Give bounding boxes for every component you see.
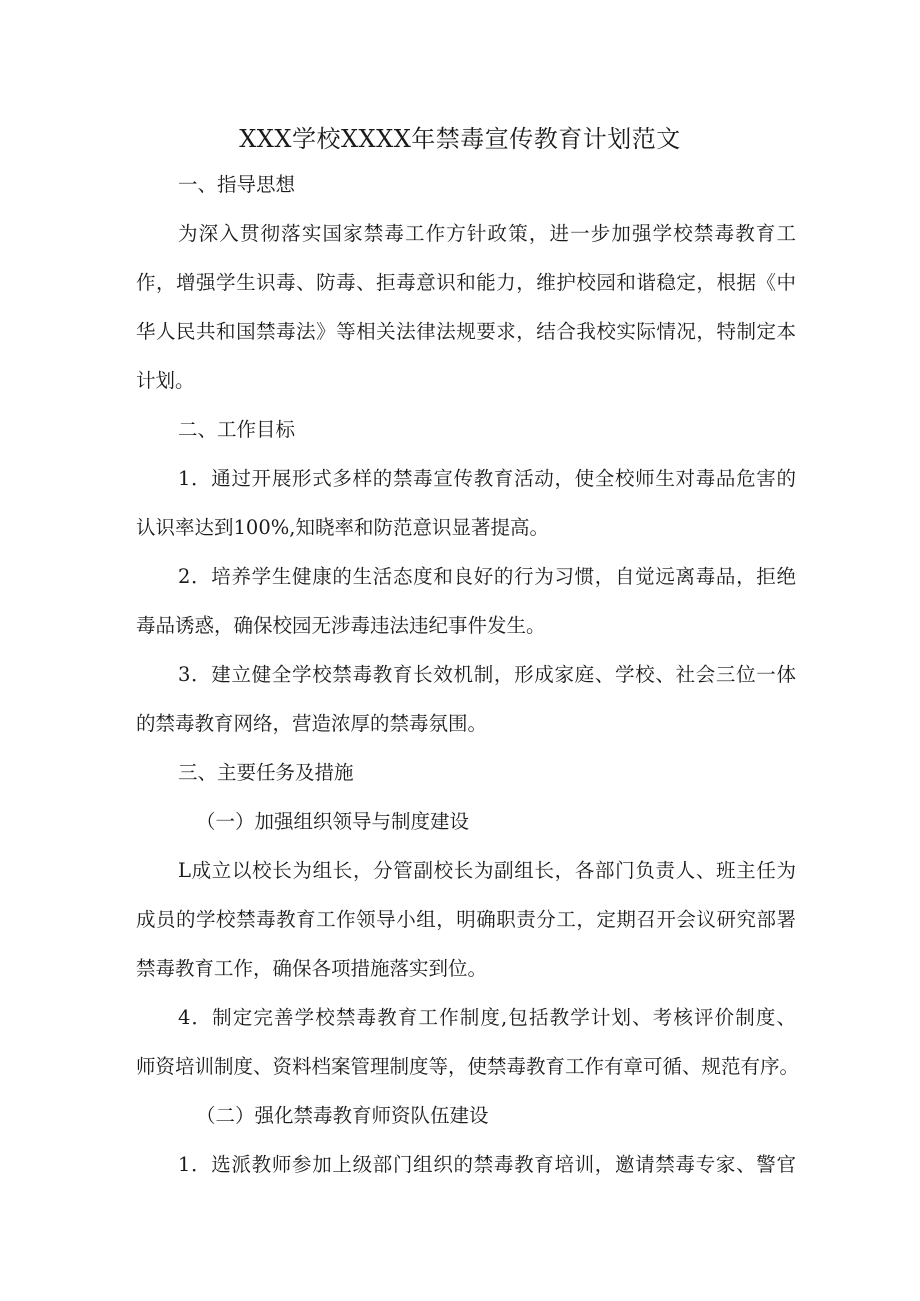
- list-item-line: 3．建立健全学校禁毒教育长效机制，形成家庭、学校、社会三位一体: [178, 663, 796, 686]
- list-item-line: 4．制定完善学校禁毒教育工作制度,包括教学计划、考核评价制度、: [178, 1006, 796, 1029]
- list-item-line: 毒品诱惑，确保校园无涉毒违法违纪事件发生。: [136, 614, 546, 637]
- paragraph-line: 计划。: [136, 369, 195, 392]
- list-item-line: 成员的学校禁毒教育工作领导小组，明确职责分工，定期召开会议研究部署: [136, 908, 796, 931]
- list-item-line: L成立以校长为组长，分管副校长为副组长，各部门负责人、班主任为: [178, 859, 796, 882]
- subsection-heading-2: （二）强化禁毒教育师资队伍建设: [196, 1104, 489, 1127]
- paragraph-line: 华人民共和国禁毒法》等相关法律法规要求，结合我校实际情况，特制定本: [136, 320, 796, 343]
- list-item-line: 的禁毒教育网络，营造浓厚的禁毒氛围。: [136, 712, 488, 735]
- paragraph-line: 作，增强学生识毒、防毒、拒毒意识和能力，维护校园和谐稳定，根据《中: [136, 271, 796, 294]
- list-item-line: 禁毒教育工作，确保各项措施落实到位。: [136, 957, 488, 980]
- subsection-heading-1: （一）加强组织领导与制度建设: [196, 810, 470, 833]
- paragraph-line: 为深入贯彻落实国家禁毒工作方针政策，进一步加强学校禁毒教育工: [178, 222, 796, 245]
- section-heading-1: 一、指导思想: [178, 173, 296, 196]
- list-item-line: 2．培养学生健康的生活态度和良好的行为习惯，自觉远离毒品，拒绝: [178, 565, 796, 588]
- section-heading-2: 二、工作目标: [178, 418, 296, 441]
- document-title: XXX学校XXXX年禁毒宣传教育计划范文: [239, 125, 681, 153]
- list-item-line: 1．选派教师参加上级部门组织的禁毒教育培训，邀请禁毒专家、警官: [178, 1153, 796, 1176]
- section-heading-3: 三、主要任务及措施: [178, 761, 354, 784]
- list-item-line: 师资培训制度、资料档案管理制度等，使禁毒教育工作有章可循、规范有序。: [136, 1055, 800, 1078]
- list-item-line: 认识率达到100%,知晓率和防范意识显著提高。: [136, 516, 549, 539]
- list-item-line: 1．通过开展形式多样的禁毒宣传教育活动，使全校师生对毒品危害的: [178, 467, 796, 490]
